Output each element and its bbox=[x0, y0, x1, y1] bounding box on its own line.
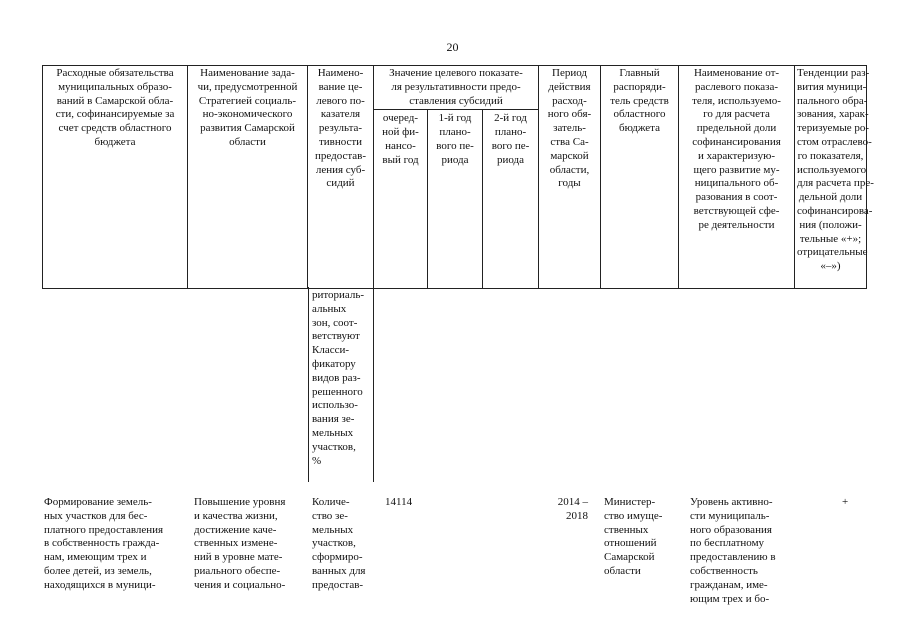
row-obligation: Формирование земель- ных участков для бес- платного предоставления в собственность гражда- нам, имеющим трех и более детей, из земель, находящихся в муници- bbox=[44, 496, 164, 591]
page-number: 20 bbox=[446, 40, 459, 54]
header-target-value-group: Значение целевого показате- ля результативности предо- ставления субсидий bbox=[374, 66, 539, 110]
header-main-manager: Главный распоряди- тель средств областного бюджета bbox=[601, 66, 679, 289]
row-trend: + bbox=[842, 496, 849, 508]
row-value: 14114 bbox=[385, 496, 413, 508]
continuation-right-border bbox=[373, 287, 374, 482]
row-period: 2014 – 2018 bbox=[557, 496, 588, 522]
header-sector-indicator: Наименование от- раслевого показа- теля, используемо- го для расчета предельной доли софинансирования и характеризую- щего развитие му- ниципального об- разования в соот- ветствующей сфе- ре деятельности bbox=[679, 66, 795, 289]
header-table bbox=[42, 65, 874, 289]
header-indicator-name: Наимено- вание це- левого по- казателя результа- тивности предостав- ления суб- сидий bbox=[308, 66, 374, 289]
header-plan-year-2: 2-й год плано- вого пе- риода bbox=[483, 110, 539, 289]
header-task: Наименование зада- чи, предусмотренной Стратегией социаль- но-экономического развития Самарской области bbox=[188, 66, 308, 289]
row-manager: Министер- ство имуще- ственных отношений Самарской области bbox=[604, 496, 663, 577]
header-trends: Тенденции раз- вития муници- пального обра- зования, харак- теризуемые ро- стом отраслево- го показателя, используемого для расчета пре- дельной доли софинансирова- ния (положи- тельные «+»; отрицательные «–») bbox=[795, 66, 867, 289]
row-task: Повышение уровня и качества жизни, достижение каче- ственных измене- ний в уровне мате- риального обеспе- чения и социально- bbox=[194, 496, 286, 591]
row-sector-indicator: Уровень активно- сти муниципаль- ного образования по бесплатному предоставлению в собственность гражданам, име- ющим трех и бо- bbox=[690, 496, 776, 605]
header-obligations: Расходные обязательства муниципальных образо- ваний в Самарской обла- сти, софинансируемые за счет средств областного бюджета bbox=[43, 66, 188, 289]
row-indicator: Количе- ство зе- мельных участков, сформиро- ванных для предостав- bbox=[312, 496, 366, 591]
continuation-text: риториаль- альных зон, соот- ветствуют Класси- фикатору видов раз- решенного использо- вания зе- мельных участков, % bbox=[312, 289, 365, 467]
header-current-year: очеред- ной фи- нансо- вый год bbox=[374, 110, 428, 289]
header-plan-year-1: 1-й год плано- вого пе- риода bbox=[428, 110, 483, 289]
header-period: Период действия расход- ного обя- затель- ства Са- марской области, годы bbox=[539, 66, 601, 289]
continuation-left-border bbox=[308, 287, 309, 482]
